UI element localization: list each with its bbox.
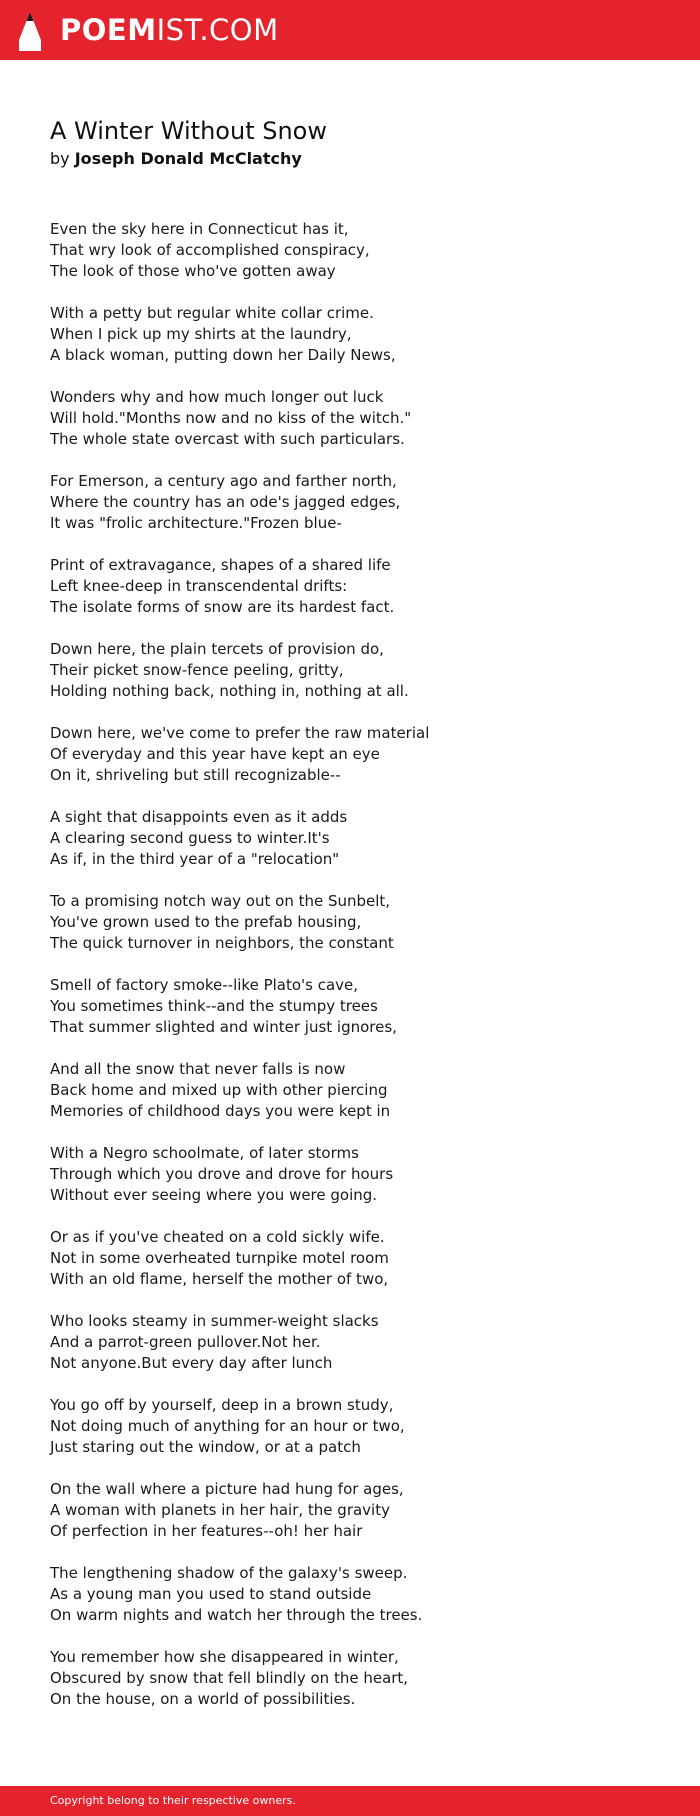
poem-line: With an old flame, herself the mother of two, [50, 1270, 389, 1288]
poem-line: You go off by yourself, deep in a brown study, [50, 1396, 394, 1414]
stanza [50, 1227, 650, 1290]
poem-line: You've grown used to the prefab housing, [50, 913, 362, 931]
poem-line: Memories of childhood days you were kept in [50, 1102, 391, 1120]
poem-line: The look of those who've gotten away [50, 262, 336, 280]
poem-line: As if, in the third year of a "relocation" [50, 850, 340, 868]
logo-text-bold: POEM [60, 13, 157, 47]
poem-line: Not anyone.But every day after lunch [50, 1354, 333, 1372]
poem-line: Left knee-deep in transcendental drifts: [50, 577, 348, 595]
poem-line: When I pick up my shirts at the laundry, [50, 325, 352, 343]
poem-line: Not doing much of anything for an hour or two, [50, 1417, 405, 1435]
poem-line: Without ever seeing where you were going. [50, 1186, 378, 1204]
poem-body [50, 219, 650, 1731]
poem-line: The whole state overcast with such particulars. [50, 430, 405, 448]
by-label: by [50, 149, 70, 168]
poem-line: On the house, on a world of possibilities. [50, 1690, 356, 1708]
stanza [50, 1479, 650, 1542]
byline [50, 148, 302, 170]
poem-line: Down here, we've come to prefer the raw material [50, 724, 430, 742]
poem-line: And all the snow that never falls is now [50, 1060, 346, 1078]
stanza [50, 1647, 650, 1710]
poem-title: A Winter Without Snow [50, 117, 327, 145]
poem-line: Even the sky here in Connecticut has it, [50, 220, 349, 238]
poem-line: Just staring out the window, or at a patch [50, 1438, 361, 1456]
poem-line: Through which you drove and drove for hours [50, 1165, 394, 1183]
poem-line: Print of extravagance, shapes of a shared life [50, 556, 391, 574]
poem-line: Obscured by snow that fell blindly on the heart, [50, 1669, 409, 1687]
stanza [50, 1143, 650, 1206]
poem-line: On warm nights and watch her through the trees. [50, 1606, 423, 1624]
poem-line: Back home and mixed up with other piercing [50, 1081, 388, 1099]
logo-text-light: IST.COM [156, 13, 279, 47]
stanza [50, 555, 650, 618]
copyright-text: Copyright belong to their respective owners. [50, 1794, 296, 1807]
poem-line: And a parrot-green pullover.Not her. [50, 1333, 321, 1351]
poem-line: On the wall where a picture had hung for ages, [50, 1480, 404, 1498]
poem-line: For Emerson, a century ago and farther north, [50, 472, 397, 490]
poem-line: Who looks steamy in summer-weight slacks [50, 1312, 379, 1330]
poem-line: Wonders why and how much longer out luck [50, 388, 384, 406]
site-footer [0, 1786, 700, 1816]
pencil-icon[interactable] [17, 10, 43, 52]
stanza [50, 807, 650, 870]
stanza [50, 471, 650, 534]
stanza [50, 891, 650, 954]
poem-line: The isolate forms of snow are its hardest fact. [50, 598, 395, 616]
poem-line: With a petty but regular white collar crime. [50, 304, 374, 322]
poem-line: You remember how she disappeared in winter, [50, 1648, 399, 1666]
poem-line: With a Negro schoolmate, of later storms [50, 1144, 359, 1162]
stanza [50, 303, 650, 366]
stanza [50, 1563, 650, 1626]
poem-line: You sometimes think--and the stumpy trees [50, 997, 378, 1015]
poem-line: Not in some overheated turnpike motel room [50, 1249, 389, 1267]
stanza [50, 639, 650, 702]
stanza [50, 1059, 650, 1122]
poem-line: A black woman, putting down her Daily News, [50, 346, 396, 364]
poem-line: Will hold."Months now and no kiss of the witch." [50, 409, 412, 427]
author-name: Joseph Donald McClatchy [74, 149, 302, 168]
poem-line: The quick turnover in neighbors, the constant [50, 934, 394, 952]
poem-line: Smell of factory smoke--like Plato's cave, [50, 976, 359, 994]
poem-line: That wry look of accomplished conspiracy, [50, 241, 370, 259]
site-logo[interactable] [60, 12, 279, 48]
poem-line: Of everyday and this year have kept an eye [50, 745, 380, 763]
poem-line: Down here, the plain tercets of provision do, [50, 640, 384, 658]
stanza [50, 219, 650, 282]
poem-line: The lengthening shadow of the galaxy's sweep. [50, 1564, 408, 1582]
poem-line: To a promising notch way out on the Sunbelt, [50, 892, 391, 910]
poem-line: On it, shriveling but still recognizable-- [50, 766, 341, 784]
poem-line: Holding nothing back, nothing in, nothing at all. [50, 682, 409, 700]
poem-line: It was "frolic architecture."Frozen blue- [50, 514, 342, 532]
poem-line: A sight that disappoints even as it adds [50, 808, 348, 826]
poem-line: Where the country has an ode's jagged edges, [50, 493, 401, 511]
poem-line: Or as if you've cheated on a cold sickly wife. [50, 1228, 385, 1246]
stanza [50, 1395, 650, 1458]
stanza [50, 387, 650, 450]
stanza [50, 723, 650, 786]
poem-line: Of perfection in her features--oh! her hair [50, 1522, 363, 1540]
poem-line: That summer slighted and winter just ignores, [50, 1018, 397, 1036]
poem-line: A woman with planets in her hair, the gravity [50, 1501, 390, 1519]
poem-line: As a young man you used to stand outside [50, 1585, 372, 1603]
site-header [0, 0, 700, 60]
stanza [50, 975, 650, 1038]
poem-line: Their picket snow-fence peeling, gritty, [50, 661, 344, 679]
stanza [50, 1311, 650, 1374]
poem-line: A clearing second guess to winter.It's [50, 829, 330, 847]
